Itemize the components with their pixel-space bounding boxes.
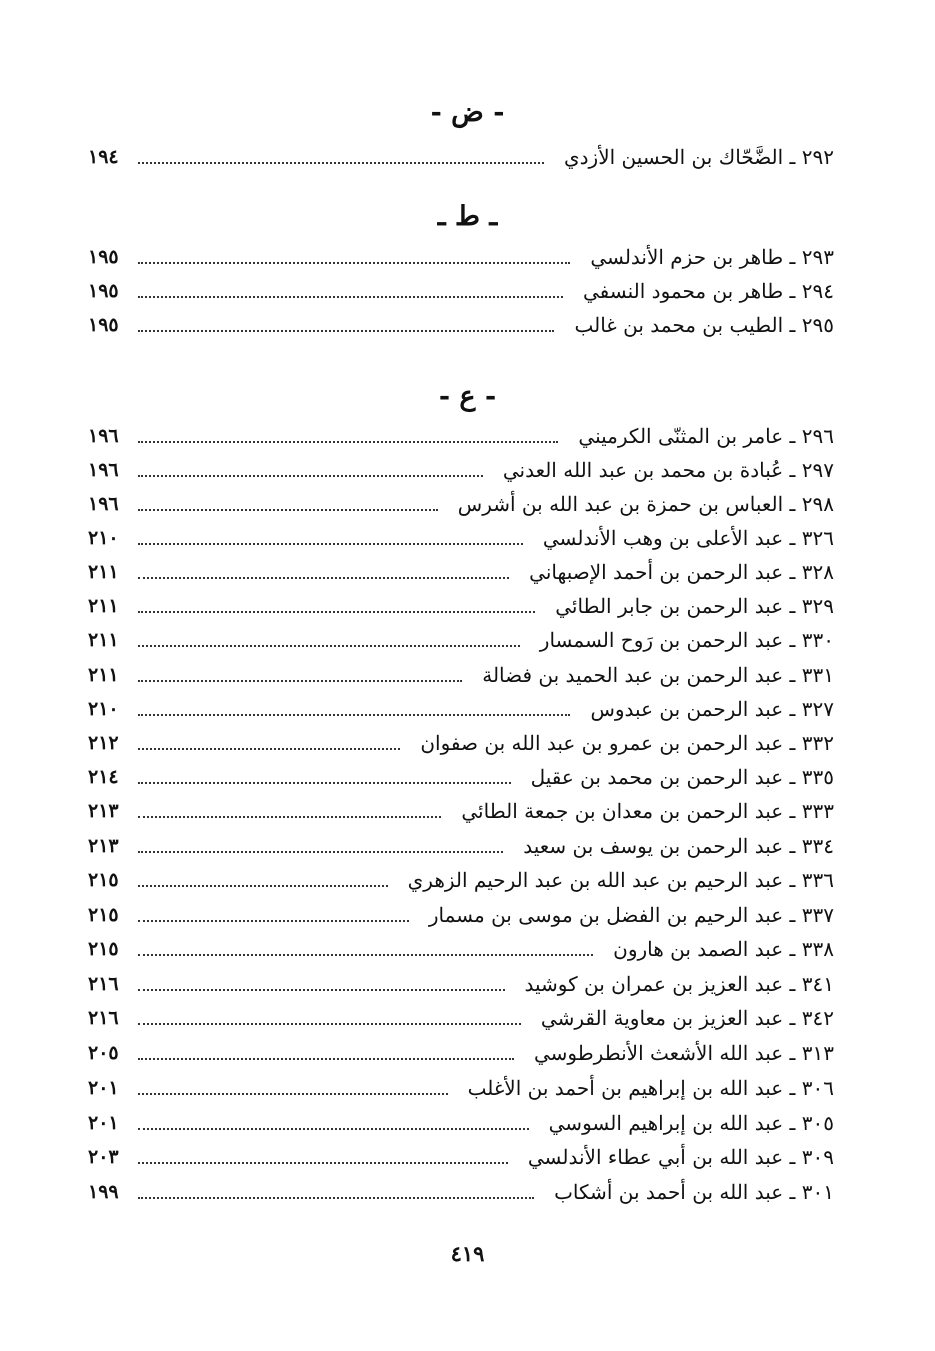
entry-name: ٣٣٣ ـ عبد الرحمن بن معدان بن جمعة الطائي [461, 799, 834, 823]
entry-name: ٣٣٥ ـ عبد الرحمن بن محمد بن عقيل [530, 765, 834, 789]
entry-page: ٢٠١ [88, 1112, 119, 1134]
index-entry [88, 1175, 834, 1209]
index-entry [88, 932, 834, 966]
index-entry [88, 419, 834, 453]
entry-page: ٢١١ [88, 629, 119, 651]
entry-page: ١٩٥ [88, 314, 119, 336]
entry-name: ٣٣١ ـ عبد الرحمن بن عبد الحميد بن فضالة [482, 663, 834, 687]
index-entry [88, 140, 834, 174]
index-entry [88, 1036, 834, 1070]
entry-name: ٢٩٥ ـ الطيب بن محمد بن غالب [574, 313, 834, 337]
dot-leader [138, 1023, 521, 1025]
index-entry [88, 1106, 834, 1140]
index-entry [88, 863, 834, 897]
index-entry [88, 240, 834, 274]
dot-leader [138, 851, 503, 853]
dot-leader [138, 645, 520, 647]
entry-name: ٣٤١ ـ عبد العزيز بن عمران بن كوشيد [524, 972, 834, 996]
entry-page: ١٩٦ [88, 425, 119, 447]
dot-leader [138, 262, 570, 264]
entry-name: ٢٩٣ ـ طاهر بن حزم الأندلسي [590, 245, 834, 269]
entry-page: ٢٠٣ [88, 1146, 119, 1168]
entry-page: ٢١٣ [88, 835, 119, 857]
section-heading: ـ ط ـ [437, 201, 498, 232]
dot-leader [138, 543, 523, 545]
dot-leader [138, 920, 409, 922]
entry-page: ٢١١ [88, 664, 119, 686]
entry-name: ٢٩٨ ـ العباس بن حمزة بن عبد الله بن أشرس [457, 492, 834, 516]
index-entry [88, 555, 834, 589]
entry-page: ١٩٥ [88, 246, 119, 268]
entry-page: ١٩٦ [88, 459, 119, 481]
entry-page: ٢١٦ [88, 1007, 119, 1029]
entry-name: ٢٩٢ ـ الضَّحّاك بن الحسين الأزدي [564, 145, 834, 169]
index-entry [88, 829, 834, 863]
entry-page: ٢١٥ [88, 938, 119, 960]
entry-page: ٢٠١ [88, 1077, 119, 1099]
dot-leader [138, 816, 441, 818]
dot-leader [138, 748, 400, 750]
index-entry [88, 898, 834, 932]
entry-name: ٣٠٥ ـ عبد الله بن إبراهيم السوسي [548, 1111, 834, 1135]
entry-name: ٣٣٦ ـ عبد الرحيم بن عبد الله بن عبد الرحيم الزهري [407, 868, 834, 892]
dot-leader [138, 577, 509, 579]
entry-page: ١٩٥ [88, 280, 119, 302]
entry-name: ٣١٣ ـ عبد الله الأشعث الأنطرطوسي [534, 1041, 834, 1065]
entry-page: ١٩٩ [88, 1181, 119, 1203]
index-entry [88, 453, 834, 487]
entry-name: ٣٤٢ ـ عبد العزيز بن معاوية القرشي [540, 1006, 834, 1030]
dot-leader [138, 296, 563, 298]
entry-page: ٢١٤ [88, 766, 119, 788]
dot-leader [138, 714, 570, 716]
entry-name: ٣٢٦ ـ عبد الأعلى بن وهب الأندلسي [542, 526, 834, 550]
index-entry [88, 1001, 834, 1035]
entry-name: ٣٣٤ ـ عبد الرحمن بن يوسف بن سعيد [523, 834, 834, 858]
entry-name: ٣٠٦ ـ عبد الله بن إبراهيم بن أحمد بن الأغلب [467, 1076, 834, 1100]
entry-name: ٣٢٨ ـ عبد الرحمن بن أحمد الإصبهاني [529, 560, 834, 584]
index-entry [88, 487, 834, 521]
index-entry [88, 308, 834, 342]
index-entry [88, 658, 834, 692]
dot-leader [138, 1058, 514, 1060]
dot-leader [138, 680, 462, 682]
index-entry [88, 794, 834, 828]
index-entry [88, 1140, 834, 1174]
entry-page: ٢١١ [88, 595, 119, 617]
dot-leader [138, 475, 483, 477]
dot-leader [138, 330, 554, 332]
entry-name: ٣٢٩ ـ عبد الرحمن بن جابر الطائي [555, 594, 834, 618]
index-entry [88, 589, 834, 623]
entry-page: ٢١٠ [88, 698, 119, 720]
index-entry [88, 760, 834, 794]
entry-name: ٢٩٤ ـ طاهر بن محمود النسفي [582, 279, 834, 303]
dot-leader [138, 611, 535, 613]
entry-page: ٢١١ [88, 561, 119, 583]
dot-leader [138, 782, 511, 784]
section-heading: - ض - [430, 97, 505, 128]
entry-name: ٣٢٧ ـ عبد الرحمن بن عبدوس [590, 697, 834, 721]
entry-page: ٢١٢ [88, 732, 119, 754]
dot-leader [138, 885, 388, 887]
index-entry [88, 274, 834, 308]
dot-leader [138, 441, 558, 443]
dot-leader [138, 1162, 508, 1164]
entry-name: ٣٠٩ ـ عبد الله بن أبي عطاء الأندلسي [527, 1145, 834, 1169]
entry-name: ٣٣٧ ـ عبد الرحيم بن الفضل بن موسى بن مسمار [428, 903, 834, 927]
entry-page: ٢١٥ [88, 869, 119, 891]
entry-name: ٣٠١ ـ عبد الله بن أحمد بن أشكاب [554, 1180, 834, 1204]
entry-page: ٢١٠ [88, 527, 119, 549]
entry-page: ٢١٥ [88, 904, 119, 926]
index-entry [88, 692, 834, 726]
dot-leader [138, 954, 593, 956]
entry-name: ٢٩٦ ـ عامر بن المثنّى الكرميني [578, 424, 834, 448]
index-entry [88, 623, 834, 657]
entry-page: ٢١٣ [88, 800, 119, 822]
index-entry [88, 726, 834, 760]
dot-leader [138, 1093, 448, 1095]
entry-name: ٣٣٠ ـ عبد الرحمن بن رَوح السمسار [539, 628, 834, 652]
entry-page: ٢٠٥ [88, 1042, 119, 1064]
dot-leader [138, 509, 438, 511]
dot-leader [138, 162, 544, 164]
entry-page: ١٩٤ [88, 146, 119, 168]
entry-name: ٢٩٧ ـ عُبادة بن محمد بن عبد الله العدني [502, 458, 834, 482]
entry-name: ٣٣٨ ـ عبد الصمد بن هارون [613, 937, 834, 961]
entry-page: ٢١٦ [88, 973, 119, 995]
index-entry [88, 521, 834, 555]
dot-leader [138, 1128, 529, 1130]
index-entry [88, 1071, 834, 1105]
index-entry [88, 967, 834, 1001]
entry-page: ١٩٦ [88, 493, 119, 515]
dot-leader [138, 1197, 534, 1199]
entry-name: ٣٣٢ ـ عبد الرحمن بن عمرو بن عبد الله بن صفوان [420, 731, 834, 755]
dot-leader [138, 989, 505, 991]
page-number: ٤١٩ [450, 1241, 485, 1266]
section-heading: - ع - [438, 381, 497, 412]
